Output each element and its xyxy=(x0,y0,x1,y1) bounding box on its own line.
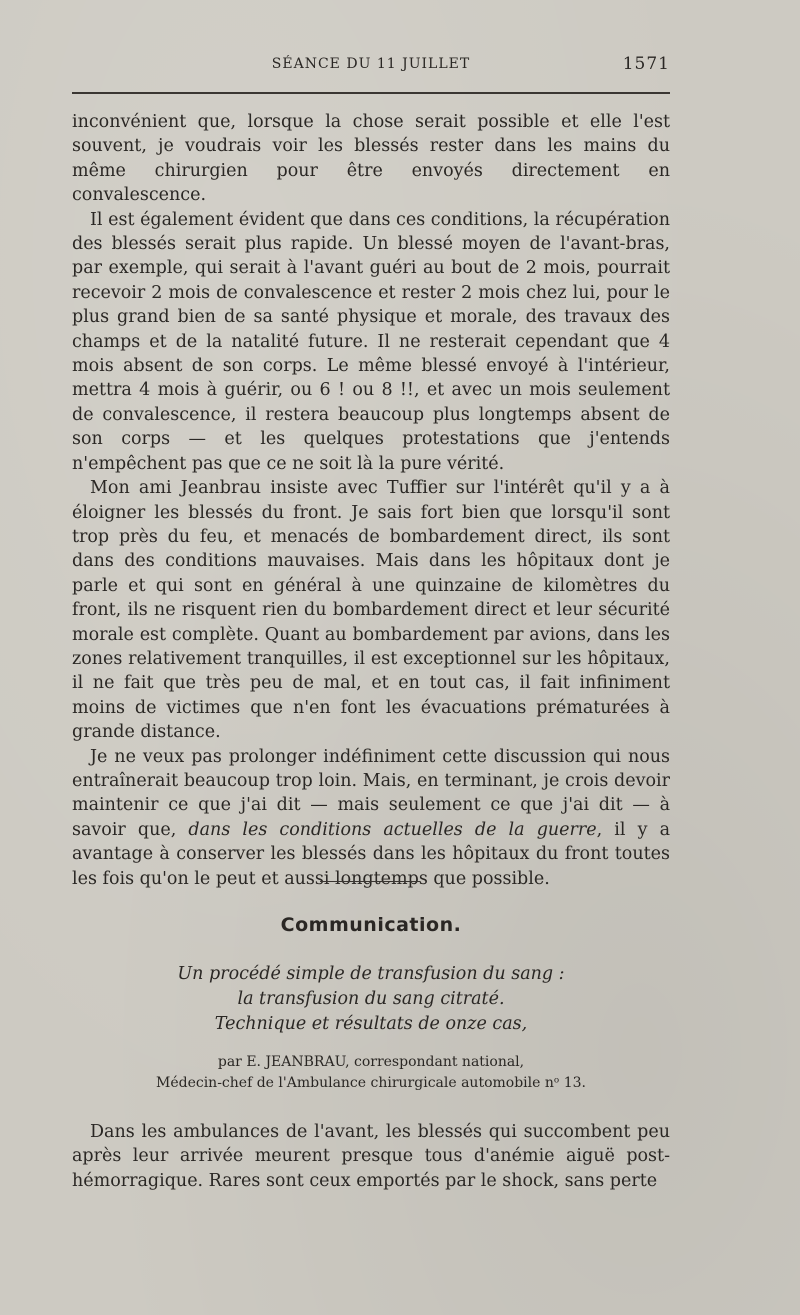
author-affiliation-line: Médecin-chef de l'Ambulance chirurgicale automobile nᵒ 13. xyxy=(156,1075,586,1091)
paragraph-continued: inconvénient que, lorsque la chose serait possible et elle l'est souvent, je voudrais voir les blessés rester dans les mains du même chirurgien pour être envoyés directement en convalescence. xyxy=(72,112,670,206)
section-separator xyxy=(320,881,420,882)
running-title: SÉANCE DU 11 JUILLET xyxy=(271,56,471,72)
article-title-line: Un procédé simple de transfusion du sang : xyxy=(177,964,565,984)
article-title xyxy=(72,962,670,1037)
header-rule xyxy=(72,92,670,94)
running-head xyxy=(72,52,670,78)
author-byline xyxy=(72,1052,670,1094)
page-number: 1571 xyxy=(622,54,670,74)
paragraph-conclusion xyxy=(72,745,670,891)
main-text xyxy=(72,110,670,891)
article-title-line: Technique et résultats de onze cas, xyxy=(214,1014,528,1034)
paragraph-text: , il y a avantage à conserver les blessés dans les hôpitaux du front toutes les fois qu'on le peut et aussi longtemps que possible. xyxy=(72,819,670,889)
paragraph-text: Je ne veux pas prolonger indéfiniment cette discussion qui nous entraînerait beaucoup trop loin. Mais, en terminant, je crois devoir maintenir ce que j'ai dit — mais seulement ce que j'ai dit — à savoir que, xyxy=(72,746,670,840)
section-heading: Communication. xyxy=(280,914,462,936)
paragraph: Mon ami Jeanbrau insiste avec Tuffier sur l'intérêt qu'il y a à éloigner les blessés du front. Je sais fort bien que lorsqu'il sont trop près du feu, et menacés de bombardement direct, ils sont dans des conditions mauvaises. Mais dans les hôpitaux dont je parle et qui sont en général à une quinzaine de kilomètres du front, ils ne risquent rien du bombardement direct et leur sécurité morale est complète. Quant au bombardement par avions, dans les zones relativement tranquilles, il est exceptionnel sur les hôpitaux, il ne fait que très peu de mal, et en tout cas, il fait infiniment moins de victimes que n'en font les évacuations prématurées à grande distance. xyxy=(72,478,670,743)
article-body xyxy=(72,1120,670,1193)
paragraph: Il est également évident que dans ces conditions, la récupération des blessés serait plus rapide. Un blessé moyen de l'avant-bras, par exemple, qui serait à l'avant guéri au bout de 2 mois, pourrait recevoir 2 mois de convalescence et rester 2 mois chez lui, pour le plus grand bien de sa santé physique et morale, des travaux des champs et de la natalité future. Il ne resterait cependant que 4 mois absent de son corps. Le même blessé envoyé à l'intérieur, mettra 4 mois à guérir, ou 6 ! ou 8 !!, et avec un mois seulement de convalescence, il restera beaucoup plus longtemps absent de son corps — et les quelques protestations que j'entends n'empêchent pas que ce ne soit là la pure vérité. xyxy=(72,209,670,474)
author-name-line: par E. JEANBRAU, correspondant national, xyxy=(217,1054,525,1070)
paragraph: Dans les ambulances de l'avant, les blessés qui succombent peu après leur arrivée meurent presque tous d'anémie aiguë post-hémorragique. Rares sont ceux emportés par le shock, sans perte xyxy=(72,1122,670,1191)
italic-emphasis: dans les conditions actuelles de la guerre xyxy=(188,819,597,840)
article-title-line: la transfusion du sang citraté. xyxy=(237,989,505,1009)
